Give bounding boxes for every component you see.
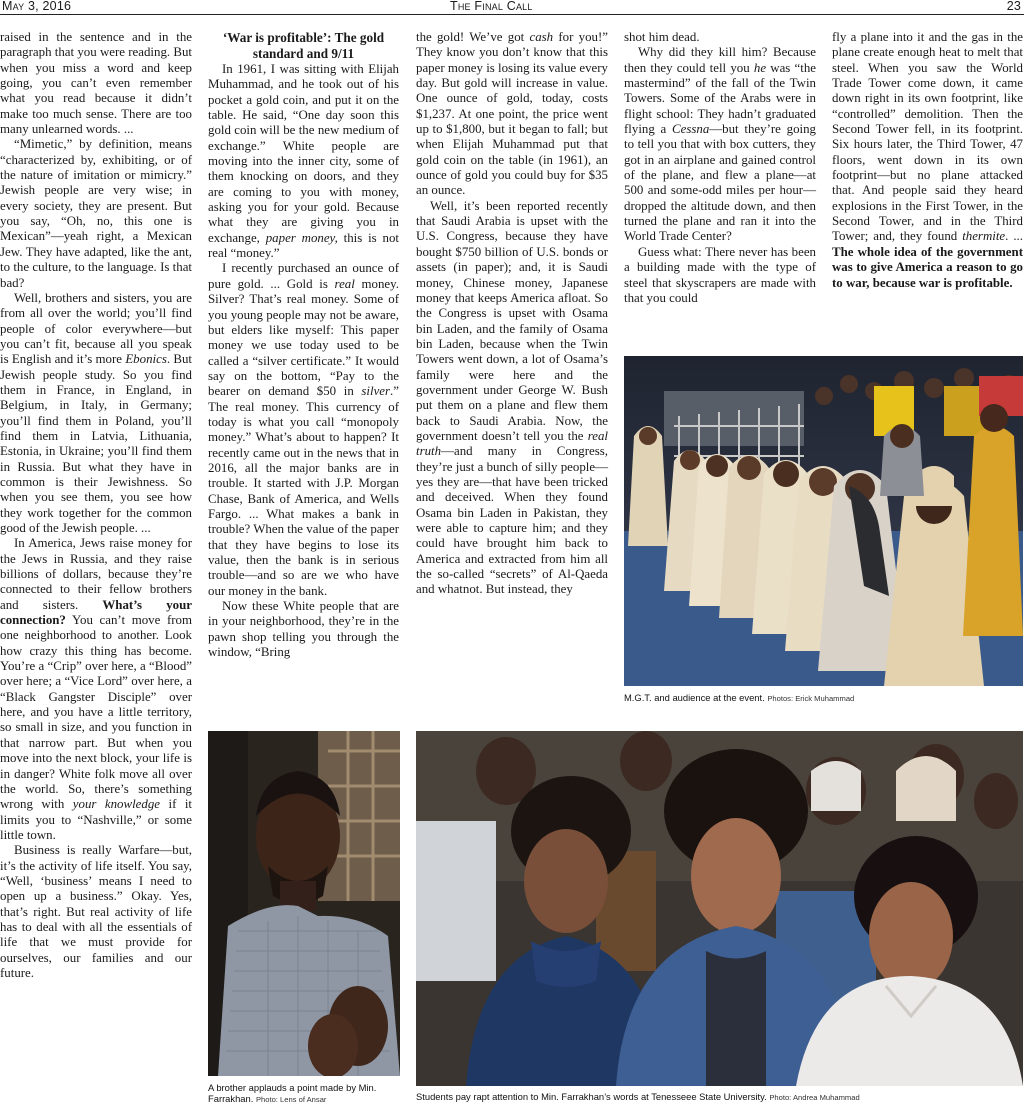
subheading: ‘War is profitable’: The gold standard and 9/11 — [222, 30, 385, 61]
paragraph: Business is really Warfare—but, it’s the activity of life itself. You say, “Well, ‘business’ means I need to open up a business.” Okay. Yes, that’s right. But real activity of life has to deal with all the essentials of life that we must provide for ourselves, our families and our future. — [0, 843, 192, 980]
brother-photo-illustration — [208, 731, 400, 1076]
students-photo-illustration — [416, 731, 1023, 1086]
photo-mgt-audience — [624, 356, 1023, 686]
paragraph: the gold! We’ve got cash for you!” They know you don’t know that this paper money is losing its value every day. But gold will increase in value. One ounce of gold, today, costs $1,237. At one point, the price went up to $1,800, but it began to fall; but when Elijah Muhammad put that gold coin on the table (in 1961), an ounce of gold you could buy for $35 an ounce. — [416, 30, 609, 198]
newspaper-name: The Final Call — [450, 0, 533, 13]
audience-photo-illustration — [624, 356, 1023, 686]
paragraph: “Mimetic,” by definition, means “characterized by, exhibiting, or of the nature of imitation or mimicry.” Jewish people are very wise; in every society, they are present. But you say, “Oh, no, this one is Mexican”—yeah right, a Mexican Jew. They have adapted, like the ant, to the culture, to the language. Is that bad? — [0, 137, 192, 290]
paragraph: Well, it’s been reported recently that Saudi Arabia is upset with the U.S. Congress, because they have bought $750 billion of U.S. bonds or assets (in paper); and, it is Saudi money, Chinese money, Japanese money that keeps America afloat. So the Congress is upset with Osama bin Laden, and the family of Osama bin Laden, because when the Twin Towers went down, a lot of Osama’s family were here and the government under George W. Bush put them on a plane and flew them back to Saudi Arabia. Now, the government doesn’t tell you the real truth—and many in Congress, they’re just a bunch of silly people—yes they are—that have been tricked and deceived. When they found Osama bin Laden in Pakistan, they were able to capture him; and they could have brought him back to America and extracted from him all the so-called “secrets” of Al-Qaeda and whatnot. But instead, they — [416, 198, 608, 597]
paragraph: I recently purchased an ounce of pure gold. ... Gold is real money. Silver? That’s real money. Some of you young people may not be aware, but elders like myself: This paper money we use today used to be called a “silver certificate.” It would say on the bottom, “Pay to the bearer on demand $50 in silver.” The real money. This currency of today is what you call “monopoly money.” What’s about to happen? It recently came out in the news that in 2016, all the major banks are in trouble. It started with J.P. Morgan Chase, Bank of America, and Wells Fargo. ... What makes a bank in trouble? When the value of the paper that they have begins to lose its value, then the bank is in serious trouble—and so are we who have our money in the bank. — [208, 261, 399, 598]
article-column-5 — [832, 30, 1023, 291]
article-column-2 — [208, 30, 399, 660]
caption-brother — [208, 1082, 400, 1105]
caption-text: A brother applauds a point made by Min. Farrakhan. — [208, 1082, 377, 1104]
photo-credit: Photo: Andrea Muhammad — [769, 1093, 860, 1102]
paragraph: fly a plane into it and the gas in the plane create enough heat to melt that steel. When you saw the World Trade Tower come down, it came down right in its own footprint, like “controlled” demolition. Then the Second Tower fell, in its footprint. Six hours later, the Third Tower, 47 floors, went down in its own footprint—but no plane attacked that. And people said they heard explosions in the First Tower, in the Second Tower, and in the Third Tower; and, they found thermite. ... The whole idea of the government was to give America a reason to go to war, because war is profitable. — [832, 30, 1023, 290]
photo-students — [416, 731, 1023, 1086]
photo-credit: Photos: Erick Muhammad — [767, 694, 855, 703]
paragraph: In 1961, I was sitting with Elijah Muhammad, and he took out of his pocket a gold coin, and put it on the table. He said, “One day soon this gold coin will be the new medium of exchange.” White people are moving into the inner city, some of them knocking on doors, and they are coming to you with money, asking you for your gold. Because what they are giving you in exchange, paper money, this is not real “money.” — [208, 62, 399, 261]
caption-text: M.G.T. and audience at the event. — [624, 692, 765, 703]
issue-date: May 3, 2016 — [2, 0, 72, 13]
article-column-3 — [416, 30, 608, 598]
paragraph: Why did they kill him? Because then they could tell you he was “the mastermind” of the fall of the Twin Towers. Some of the Arabs were in flight school: They hadn’t graduated flying a Cessna—but they’re going to tell you that with box cutters, they got in an airplane and gained control of the plane, and flew a plane—at 500 and some-odd miles per hour—dropped the altitude down, and then turned the plane and ran it into the World Trade Center? — [624, 45, 816, 244]
caption-students — [416, 1091, 1023, 1103]
paragraph: In America, Jews raise money for the Jews in Russia, and they raise billions of dollars, because they’re connected to their fellow brothers and sisters. What’s your connection? You can’t move from one neighborhood to another. Look how crazy this thing has become. You’re a “Crip” over here, a “Blood” over here; a “Vice Lord” over here, a “Black Gangster Disciple” over here, and you have a little territory, so small in size, and you function in that narrow part. But when you move into the next block, your life is in danger? White folk move all over the world. So, there’s something wrong with your knowledge if it limits you to “Nashville,” or some little town. — [0, 536, 193, 842]
paragraph: shot him dead. — [624, 30, 700, 44]
page-header — [0, 0, 1024, 15]
page-number: 23 — [1006, 0, 1021, 13]
article-column-1 — [0, 30, 192, 981]
photo-credit: Photo: Lens of Ansar — [255, 1095, 327, 1104]
paragraph: Now these White people that are in your neighborhood, they’re in the pawn shop telling you through the window, “Bring — [208, 599, 399, 660]
caption-text: Students pay rapt attention to Min. Farrakhan’s words at Tenesseee State University. — [416, 1091, 767, 1102]
paragraph: Guess what: There never has been a building made with the type of steel that skyscrapers are made with that you could — [624, 244, 816, 305]
photo-brother-applauds — [208, 731, 400, 1076]
caption-mgt — [624, 692, 1023, 704]
paragraph: raised in the sentence and in the paragraph that you were reading. But when you miss a word and keep going, you can’t even remember what you read because it didn’t make too much sense. There are too many unlearned words. ... — [0, 30, 192, 137]
paragraph: Well, brothers and sisters, you are from all over the world; you’ll find people of color everywhere—but you can’t fit, because all you speak is English and it’s more Ebonics. But Jewish people study. So you find them in France, in England, in Belgium, in Italy, in Germany; you’ll find them in Poland, you’ll find them in Latvia, Lithuania, Estonia, in Ukraine; you’ll find them in Russia. But what they have in common is their Jewishness. So when you see them, you see how they work together for the common good of the Jewish people. ... — [0, 290, 192, 535]
article-column-4 — [624, 30, 816, 306]
